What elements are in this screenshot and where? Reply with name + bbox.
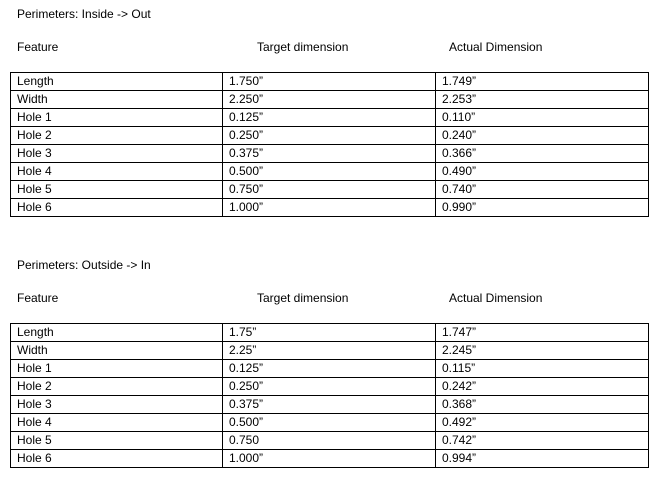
feature-cell: Length [11,73,223,91]
table-row [11,181,649,199]
actual-cell: 1.749” [436,73,649,91]
target-cell: 0.500” [223,414,436,432]
target-cell: 0.500” [223,163,436,181]
table-row [11,324,649,342]
target-cell: 1.750” [223,73,436,91]
target-cell: 0.375” [223,145,436,163]
target-cell: 1.75” [223,324,436,342]
actual-cell: 0.994” [436,450,649,468]
column-header-feature: Feature [17,40,59,54]
feature-cell: Hole 2 [11,378,223,396]
column-header-actual-dimension: Actual Dimension [449,291,543,305]
target-cell: 0.750” [223,181,436,199]
actual-cell: 0.115” [436,360,649,378]
target-cell: 0.250” [223,378,436,396]
target-cell: 2.25” [223,342,436,360]
actual-cell: 0.740” [436,181,649,199]
table-row [11,109,649,127]
feature-cell: Hole 1 [11,109,223,127]
actual-cell: 0.492” [436,414,649,432]
target-cell: 1.000” [223,199,436,217]
table-row [11,73,649,91]
feature-cell: Hole 1 [11,360,223,378]
target-cell: 1.000” [223,450,436,468]
table-row [11,127,649,145]
actual-cell: 2.245” [436,342,649,360]
table-row [11,342,649,360]
feature-cell: Length [11,324,223,342]
feature-cell: Hole 3 [11,145,223,163]
target-cell: 2.250” [223,91,436,109]
actual-cell: 0.110” [436,109,649,127]
table-row [11,432,649,450]
actual-cell: 0.490” [436,163,649,181]
table-row [11,145,649,163]
column-header-target-dimension: Target dimension [257,40,349,54]
table-row [11,163,649,181]
feature-cell: Hole 2 [11,127,223,145]
table-row [11,378,649,396]
table-row [11,199,649,217]
feature-cell: Hole 6 [11,199,223,217]
table-row [11,414,649,432]
feature-cell: Width [11,91,223,109]
table-row [11,396,649,414]
table-row [11,360,649,378]
feature-cell: Hole 3 [11,396,223,414]
target-cell: 0.125” [223,109,436,127]
dimension-table [10,323,649,468]
column-header-feature: Feature [17,291,59,305]
column-header-actual-dimension: Actual Dimension [449,40,543,54]
target-cell: 0.375” [223,396,436,414]
dimension-table [10,72,649,217]
feature-cell: Hole 6 [11,450,223,468]
actual-cell: 0.368” [436,396,649,414]
section-title: Perimeters: Outside -> In [17,258,151,272]
actual-cell: 0.242” [436,378,649,396]
target-cell: 0.125” [223,360,436,378]
table-row [11,91,649,109]
actual-cell: 0.990” [436,199,649,217]
feature-cell: Width [11,342,223,360]
actual-cell: 0.366” [436,145,649,163]
section-title: Perimeters: Inside -> Out [17,7,151,21]
feature-cell: Hole 5 [11,432,223,450]
actual-cell: 0.742” [436,432,649,450]
actual-cell: 1.747” [436,324,649,342]
actual-cell: 0.240” [436,127,649,145]
feature-cell: Hole 4 [11,163,223,181]
feature-cell: Hole 4 [11,414,223,432]
column-header-target-dimension: Target dimension [257,291,349,305]
actual-cell: 2.253” [436,91,649,109]
target-cell: 0.750 [223,432,436,450]
target-cell: 0.250” [223,127,436,145]
table-row [11,450,649,468]
feature-cell: Hole 5 [11,181,223,199]
